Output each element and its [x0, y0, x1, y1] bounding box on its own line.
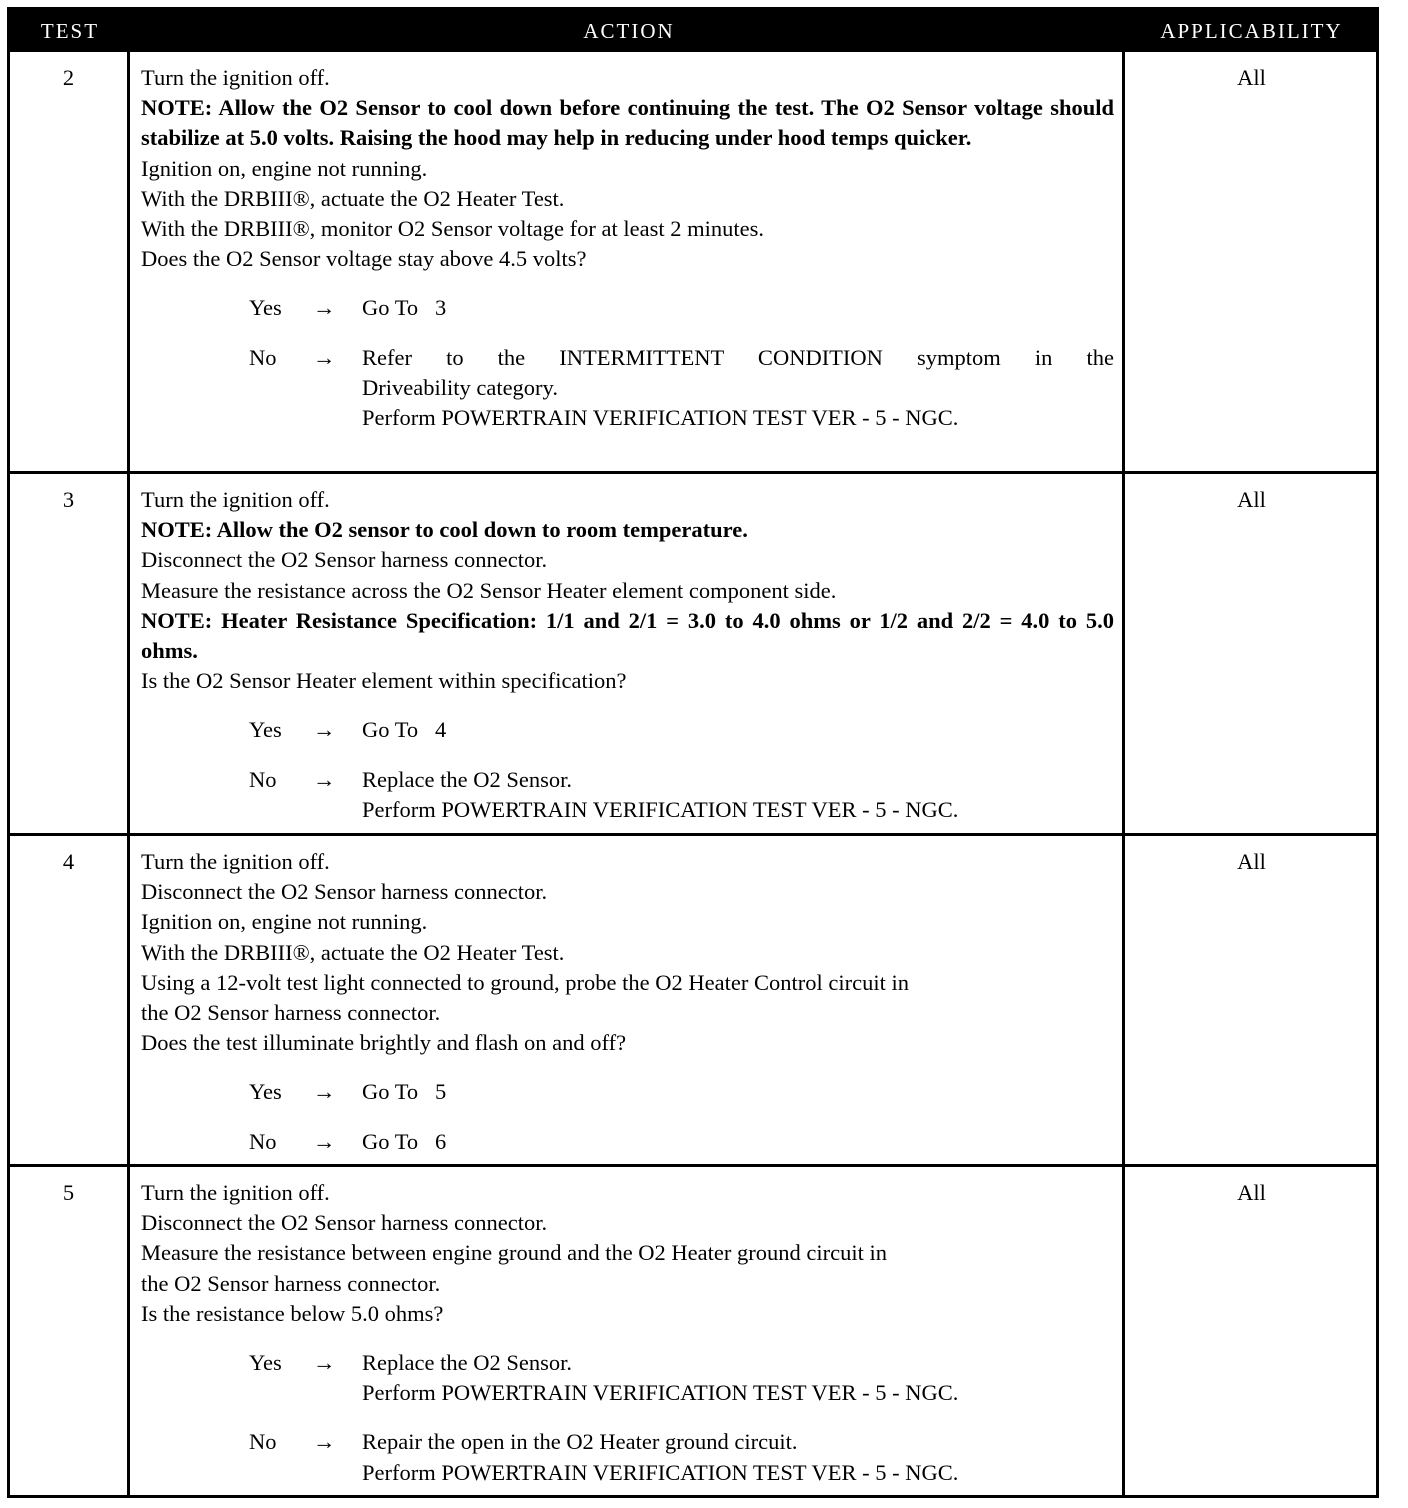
result-text: Perform POWERTRAIN VERIFICATION TEST VER - 5 - NGC. [362, 796, 959, 822]
no-result [362, 765, 1114, 825]
applicability-value: All [1237, 65, 1266, 90]
step-text: Disconnect the O2 Sensor harness connector. [141, 1210, 548, 1236]
result-text: Go To 3 [362, 295, 447, 321]
table-header [10, 10, 1376, 52]
header-test: TEST [40, 19, 100, 43]
step-text: the O2 Sensor harness connector. [141, 1000, 441, 1026]
step-text: the O2 Sensor harness connector. [141, 1270, 441, 1296]
no-label: No [249, 344, 277, 370]
no-label: No [249, 1128, 277, 1154]
result-text: Repair the open in the O2 Heater ground circuit. [362, 1429, 798, 1455]
action-cell [133, 52, 1125, 471]
no-label: No [249, 1429, 277, 1455]
arrow-right-icon: → [313, 766, 336, 792]
applicability-value: All [1237, 849, 1266, 874]
test-number: 2 [10, 52, 130, 471]
question-text: Is the O2 Sensor Heater element within specification? [141, 668, 627, 694]
action-cell [133, 836, 1125, 1164]
arrow-right-icon: → [313, 1429, 336, 1455]
result-text: Replace the O2 Sensor. [362, 766, 572, 792]
action-cell [133, 1167, 1125, 1498]
question-text: Does the O2 Sensor voltage stay above 4.5 volts? [141, 246, 587, 272]
result-text: Perform POWERTRAIN VERIFICATION TEST VER - 5 - NGC. [362, 1459, 959, 1485]
step-text: Turn the ignition off. [141, 849, 330, 874]
yes-branch [141, 293, 1114, 323]
test-number: 4 [10, 836, 130, 1164]
step-text: Ignition on, engine not running. [141, 909, 428, 935]
step-text: With the DRBIII®, actuate the O2 Heater Test. [141, 185, 565, 211]
action-cell [133, 474, 1125, 833]
yes-result [362, 293, 1114, 323]
question-text: Does the test illuminate brightly and flash on and off? [141, 1030, 627, 1056]
header-action: ACTION [583, 19, 675, 43]
applicability-value: All [1237, 1180, 1266, 1205]
step-text: Using a 12-volt test light connected to ground, probe the O2 Heater Control circuit in [141, 969, 909, 995]
diagnostic-table [7, 7, 1379, 1498]
applicability-value: All [1237, 487, 1266, 512]
table-row [10, 836, 1376, 1167]
step-text: With the DRBIII®, actuate the O2 Heater Test. [141, 939, 565, 965]
step-text: Ignition on, engine not running. [141, 155, 428, 181]
step-text: Turn the ignition off. [141, 487, 330, 512]
table-row [10, 52, 1376, 474]
result-text: Perform POWERTRAIN VERIFICATION TEST VER - 5 - NGC. [362, 1380, 959, 1406]
test-number: 3 [10, 474, 130, 833]
note-text: NOTE: Heater Resistance Specification: 1/1 and 2/1 = 3.0 to 4.0 ohms or 1/2 and 2/2 = 4.0 to 5.0 ohms. [141, 607, 1114, 664]
no-result [362, 1127, 1114, 1157]
arrow-right-icon: → [313, 1128, 336, 1154]
test-number: 5 [10, 1167, 130, 1498]
yes-result [362, 1348, 1114, 1408]
no-branch [141, 765, 1114, 825]
no-branch [141, 343, 1114, 434]
arrow-right-icon: → [313, 717, 336, 743]
step-text: Measure the resistance across the O2 Sensor Heater element component side. [141, 577, 837, 603]
step-text: Measure the resistance between engine ground and the O2 Heater ground circuit in [141, 1240, 887, 1266]
no-branch [141, 1427, 1114, 1487]
no-branch [141, 1127, 1114, 1157]
yes-result [362, 1077, 1114, 1107]
step-text: Turn the ignition off. [141, 1180, 330, 1205]
table-row [10, 474, 1376, 836]
arrow-right-icon: → [313, 1079, 336, 1105]
result-text: Go To 4 [362, 717, 447, 743]
yes-label: Yes [249, 1079, 282, 1105]
no-result [362, 343, 1114, 434]
step-text: With the DRBIII®, monitor O2 Sensor voltage for at least 2 minutes. [141, 216, 764, 242]
question-text: Is the resistance below 5.0 ohms? [141, 1300, 444, 1326]
yes-branch [141, 1077, 1114, 1107]
note-text: NOTE: Allow the O2 Sensor to cool down before continuing the test. The O2 Sensor voltage should stabilize at 5.0 volts. Raising the hood may help in reducing under hood temps quicker. [141, 95, 1114, 151]
yes-branch [141, 1348, 1114, 1408]
yes-label: Yes [249, 295, 282, 321]
arrow-right-icon: → [313, 1350, 336, 1376]
arrow-right-icon: → [313, 344, 336, 370]
no-label: No [249, 766, 277, 792]
result-text: Perform POWERTRAIN VERIFICATION TEST VER - 5 - NGC. [362, 405, 959, 431]
result-text: Go To 5 [362, 1079, 447, 1105]
table-row [10, 1167, 1376, 1498]
no-result [362, 1427, 1114, 1487]
yes-label: Yes [249, 717, 282, 743]
step-text: Turn the ignition off. [141, 65, 330, 90]
header-applicability: APPLICABILITY [1160, 19, 1343, 43]
yes-result [362, 715, 1114, 745]
step-text: Disconnect the O2 Sensor harness connector. [141, 547, 548, 573]
result-text: Go To 6 [362, 1128, 447, 1154]
result-text: Replace the O2 Sensor. [362, 1350, 572, 1376]
result-text: Driveability category. [362, 374, 558, 400]
result-text: Refer to the INTERMITTENT CONDITION symptom in the [362, 344, 1114, 370]
yes-branch [141, 715, 1114, 745]
yes-label: Yes [249, 1350, 282, 1376]
step-text: Disconnect the O2 Sensor harness connector. [141, 879, 548, 905]
note-text: NOTE: Allow the O2 sensor to cool down to room temperature. [141, 517, 748, 543]
arrow-right-icon: → [313, 295, 336, 321]
